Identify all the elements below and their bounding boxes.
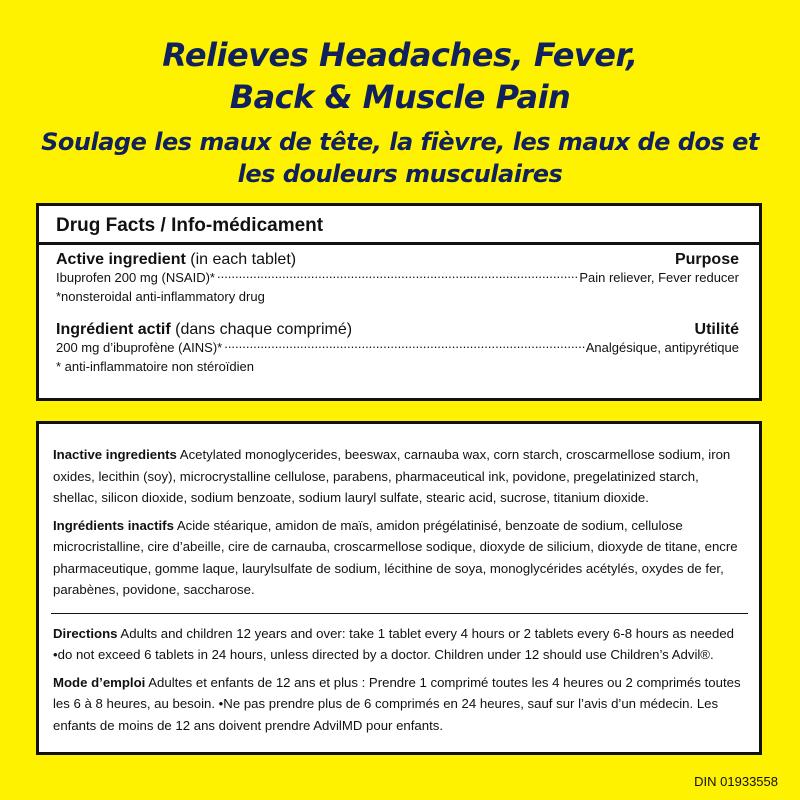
active-ingredient-name: Ibuprofen 200 mg (NSAID)* bbox=[56, 270, 215, 285]
ingredient-actif-footnote: * anti-inflammatoire non stéroïdien bbox=[56, 359, 254, 374]
directions-text: Adults and children 12 years and over: take 1 tablet every 4 hours or 2 tablets every 6-8 hours as needed •do not exceed 6 tablets in 24 hours, unless directed by a doctor. Children under 12 should use Children’s Advil®. bbox=[53, 625, 735, 662]
ingredients-inactifs-text: Acide stéarique, amidon de maïs, amidon prégélatinisé, benzoate de sodium, cellulose microcristalline, cire d’abeille, cire de carnauba, croscarmellose sodique, dioxyde de silicium, dioxyde de titane, encre pharmaceutique, gomme laque, laurylsulfate de sodium, lécithine de soya, monoglycérides acétylés, oxydes de fer, parabènes, povidone, saccharose. bbox=[53, 517, 738, 597]
drug-facts-panel bbox=[36, 203, 762, 401]
purpose-label: Purpose bbox=[674, 251, 739, 268]
headline-fr-line1: Soulage les maux de tête, la fièvre, les maux de dos et bbox=[41, 128, 759, 156]
inactive-ingredients-text: Acetylated monoglycerides, beeswax, carnauba wax, corn starch, croscarmellose sodium, iron oxides, lecithin (soy), microcrystalline cellulose, parabens, pharmaceutical ink, povidone, pregelatinized starch, shellac, silicon dioxide, sodium benzoate, sodium lauryl sulfate, stearic acid, sucrose, titanium dioxide. bbox=[53, 447, 731, 505]
drug-facts-title: Drug Facts / Info-médicament bbox=[39, 206, 759, 245]
utilite-label: Utilité bbox=[694, 321, 739, 338]
active-ingredient-footnote: *nonsteroidal anti-inflammatory drug bbox=[56, 289, 265, 304]
active-ingredient-heading: Active ingredient bbox=[56, 251, 186, 268]
dot-leader bbox=[215, 270, 579, 282]
inactive-ingredients-label: Inactive ingredients bbox=[53, 447, 177, 462]
ingredients-directions-panel bbox=[36, 421, 762, 755]
directions-en bbox=[53, 623, 746, 666]
active-ingredient-heading-note: (in each tablet) bbox=[185, 251, 297, 268]
headline-en-line2: Back & Muscle Pain bbox=[229, 78, 571, 116]
section-divider bbox=[51, 613, 748, 614]
active-ingredient-row bbox=[56, 270, 739, 285]
headline-en-line1: Relieves Headaches, Fever, bbox=[162, 36, 638, 74]
din-number: DIN 01933558 bbox=[694, 774, 778, 789]
inactive-ingredients-en bbox=[53, 444, 746, 509]
headline-fr-line2: les douleurs musculaires bbox=[237, 160, 563, 188]
ingredient-actif-heading: Ingrédient actif bbox=[56, 321, 171, 338]
ingredients-inactifs-label: Ingrédients inactifs bbox=[53, 517, 174, 533]
ingredient-actif-heading-note: (dans chaque comprimé) bbox=[170, 321, 353, 338]
ingredient-actif-name: 200 mg d’ibuprofène (AINS)* bbox=[56, 340, 223, 355]
ingredient-actif-row bbox=[56, 340, 739, 355]
mode-emploi-text: Adultes et enfants de 12 ans et plus : Prendre 1 comprimé toutes les 4 heures ou 2 comprimés toutes les 6 à 8 heures, au besoin. •Ne pas prendre plus de 6 comprimés en 24 heures, sauf sur l’avis d’un médecin. Les enfants de moins de 12 ans doivent prendre AdvilMD pour enfants. bbox=[53, 674, 741, 733]
active-ingredient-section bbox=[39, 245, 759, 374]
directions-label: Directions bbox=[53, 625, 118, 641]
inactive-ingredients-fr bbox=[53, 515, 746, 601]
directions-fr bbox=[53, 672, 746, 737]
dot-leader bbox=[222, 340, 586, 352]
active-ingredient-purpose: Pain reliever, Fever reducer bbox=[579, 270, 739, 285]
mode-emploi-label: Mode d’emploi bbox=[53, 674, 146, 690]
ingredient-actif-utilite: Analgésique, antipyrétique bbox=[585, 340, 739, 355]
